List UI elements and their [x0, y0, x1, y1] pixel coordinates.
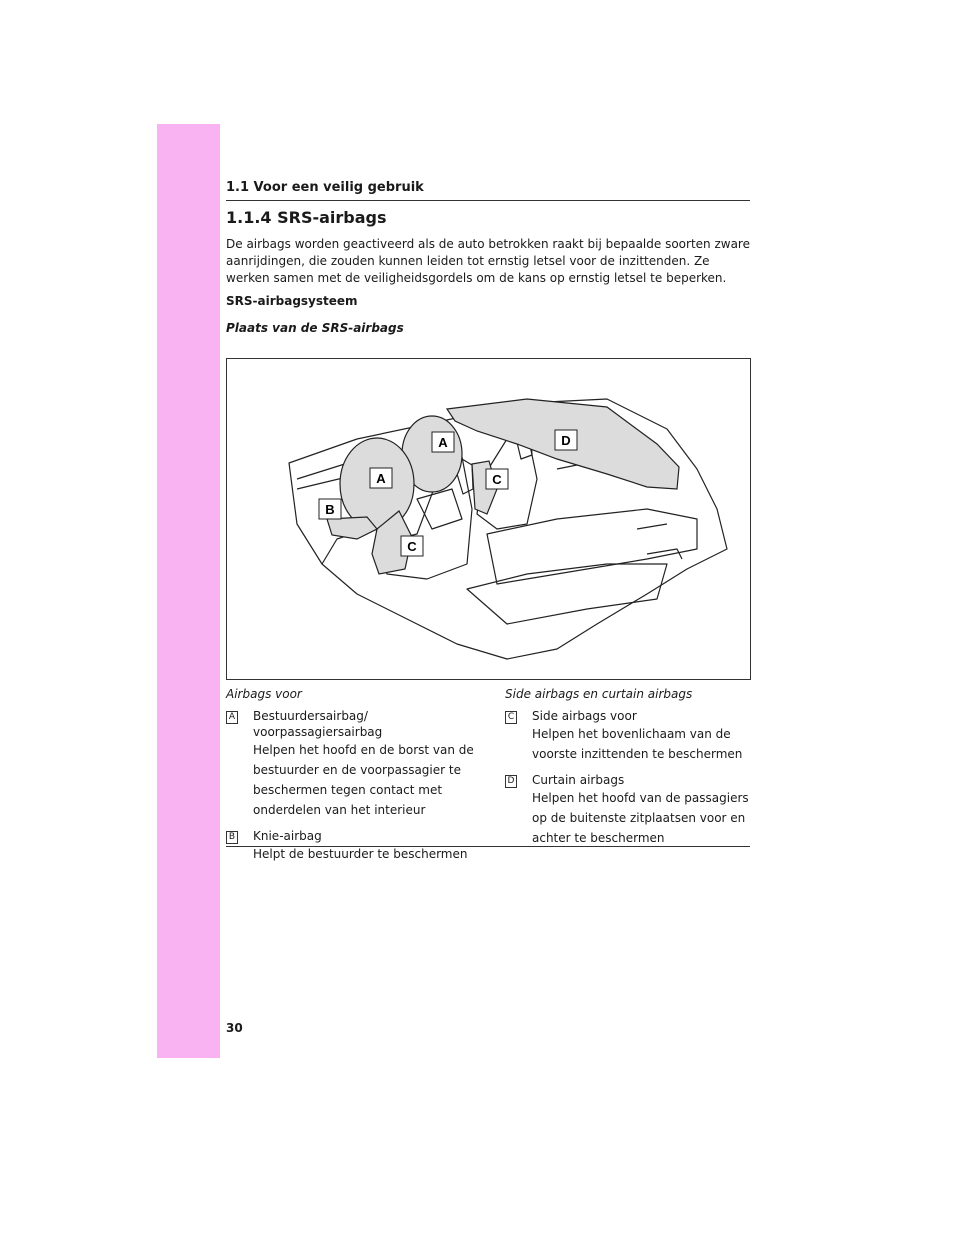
badge-b: B [226, 831, 238, 844]
legend-item-c [505, 708, 755, 764]
header-divider [226, 200, 750, 201]
badge-d: D [505, 775, 517, 788]
legend-item-a [226, 708, 476, 820]
label-b: B [325, 502, 335, 517]
subheading: SRS-airbagsysteem [226, 294, 358, 308]
item-title: Curtain airbags [532, 773, 625, 787]
intro-paragraph: De airbags worden geactiveerd als de auto betrokken raakt bij bepaalde soorten zware aanrijdingen, die zouden kunnen leiden tot ernstig letsel voor de inzittenden. Ze werken samen met de veiligheidsgordels om de kans op ernstig letsel te beperken. [226, 237, 750, 285]
column-title: Airbags voor [226, 687, 302, 701]
item-title: Bestuurdersairbag/ voorpassagiersairbag [253, 709, 383, 739]
bottom-divider [226, 846, 750, 847]
figure-caption: Plaats van de SRS-airbags [226, 321, 404, 335]
item-title: Knie-airbag [253, 829, 322, 843]
front-airbags-column [226, 686, 476, 872]
label-c1: C [492, 472, 502, 487]
badge-c: C [505, 711, 517, 724]
section-header: 1.1 Voor een veilig gebruik [226, 180, 424, 195]
car-interior-drawing [227, 359, 750, 679]
item-title: Side airbags voor [532, 709, 637, 723]
item-description: Helpen het hoofd van de passagiers op de buitenste zitplaatsen voor en achter te beschermen [532, 791, 749, 845]
airbag-location-illustration [226, 358, 751, 680]
item-description: Helpen het bovenlichaam van de voorste inzittenden te beschermen [532, 727, 743, 761]
rear-bench [487, 509, 697, 584]
label-a1: A [438, 435, 448, 450]
side-curtain-airbags-column [505, 686, 755, 856]
chapter-side-tab [157, 124, 220, 1058]
label-d: D [561, 433, 571, 448]
badge-a: A [226, 711, 238, 724]
page-title: 1.1.4 SRS-airbags [226, 208, 387, 227]
item-description: Helpt de bestuurder te beschermen [253, 847, 468, 861]
legend-item-d [505, 772, 755, 848]
page-number: 30 [226, 1021, 243, 1035]
item-description: Helpen het hoofd en de borst van de bestuurder en de voorpassagier te beschermen tegen contact met onderdelen van het interieur [253, 743, 474, 817]
label-c2: C [407, 539, 417, 554]
column-title: Side airbags en curtain airbags [505, 687, 693, 701]
label-a2: A [376, 471, 386, 486]
knee-airbag-shape [327, 517, 377, 539]
